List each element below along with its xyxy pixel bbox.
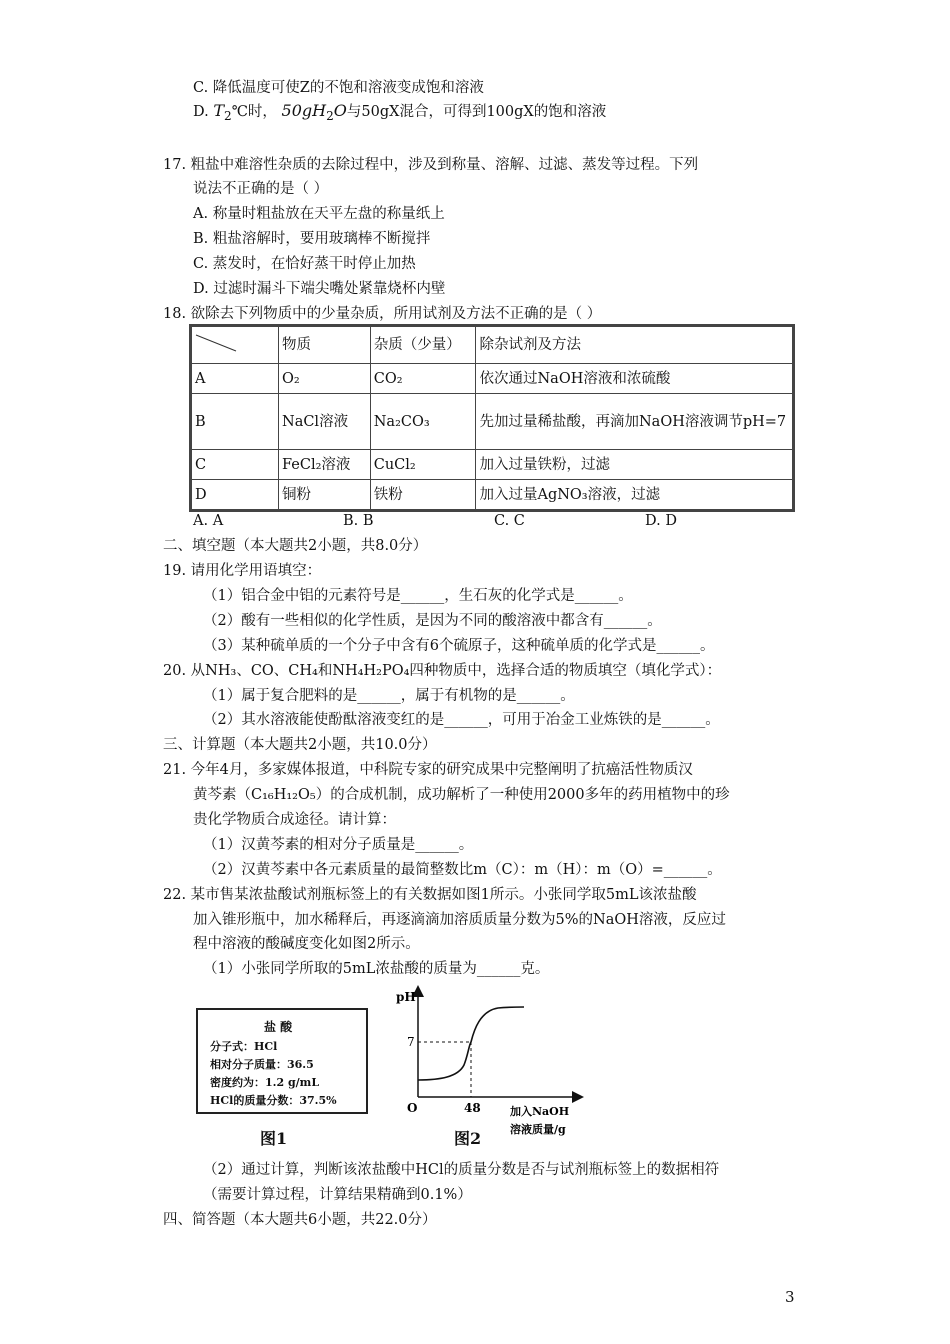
origin-label: O xyxy=(407,1101,418,1115)
label-density: 密度约为：1.2 g/mL xyxy=(210,1076,320,1089)
figure-1-caption: 图1 xyxy=(260,1129,288,1148)
q18-stem: 18. 欲除去下列物质中的少量杂质，所用试剂及方法不正确的是（ ） xyxy=(163,306,602,322)
table-header: 物质 xyxy=(279,327,371,364)
table-cell: 铁粉 xyxy=(370,480,476,510)
table-row xyxy=(192,364,793,394)
q22-sub-2-line-1: （2）通过计算，判断该浓盐酸中HCl的质量分数是否与试剂瓶标签上的数据相符 xyxy=(203,1162,720,1178)
q22-stem-1: 22. 某市售某浓盐酸试剂瓶标签上的有关数据如图1所示。小张同学取5mL该浓盐酸 xyxy=(163,887,697,903)
q17-stem-2: 说法不正确的是（ ） xyxy=(193,181,329,197)
q22-stem-3: 程中溶液的酸碱度变化如图2所示。 xyxy=(193,936,420,952)
q17-option-b: B. 粗盐溶解时，要用玻璃棒不断搅拌 xyxy=(193,231,431,247)
q16-d-unit: ℃时， xyxy=(231,104,277,120)
q16-d-rest: 与50gX混合，可得到100gX的饱和溶液 xyxy=(346,104,607,120)
table-cell: CuCl₂ xyxy=(370,450,476,480)
ph-curve-figure xyxy=(390,985,590,1145)
table-corner-cell xyxy=(192,327,279,364)
table-cell: B xyxy=(192,394,279,450)
table-cell: C xyxy=(192,450,279,480)
q20-stem: 20. 从NH₃、CO、CH₄和NH₄H₂PO₄四种物质中，选择合适的物质填空（填化学式）： xyxy=(163,663,722,679)
q16-option-c: C. 降低温度可使Z的不饱和溶液变成饱和溶液 xyxy=(193,80,484,96)
q21-sub-1: （1）汉黄芩素的相对分子质量是______。 xyxy=(203,837,474,853)
section-2-heading: 二、填空题（本大题共2小题，共8.0分） xyxy=(163,538,428,554)
q18-option-a: A. A xyxy=(193,513,224,529)
reagent-label-figure xyxy=(196,1008,368,1114)
x-axis-label-2: 溶液质量/g xyxy=(510,1123,566,1136)
q16-option-d xyxy=(193,101,606,126)
q17-option-c: C. 蒸发时，在恰好蒸干时停止加热 xyxy=(193,256,416,272)
ph-curve xyxy=(418,1007,524,1080)
table-row xyxy=(192,480,793,510)
label-mass-fraction: HCl的质量分数：37.5% xyxy=(210,1094,337,1107)
q19-sub-1: （1）铝合金中铝的元素符号是______，生石灰的化学式是______。 xyxy=(203,588,633,604)
q16-d-g: gH xyxy=(301,101,327,120)
figure-2-caption: 图2 xyxy=(454,1129,482,1148)
q19-sub-3: （3）某种硫单质的一个分子中含有6个硫原子，这种硫单质的化学式是______。 xyxy=(203,638,715,654)
table-cell: D xyxy=(192,480,279,510)
table-cell: 加入过量铁粉，过滤 xyxy=(476,450,793,480)
label-molar-mass: 相对分子质量：36.5 xyxy=(210,1058,314,1071)
table-cell: FeCl₂溶液 xyxy=(279,450,371,480)
table-header-row xyxy=(192,327,793,364)
table-cell: O₂ xyxy=(279,364,371,394)
table-cell: A xyxy=(192,364,279,394)
q21-stem-3: 贵化学物质合成途径。请计算： xyxy=(193,812,396,828)
y-axis-label: pH xyxy=(396,990,416,1004)
table-cell: 加入过量AgNO₃溶液，过滤 xyxy=(476,480,793,510)
diagonal-line-icon xyxy=(192,327,278,357)
q17-stem-1: 17. 粗盐中难溶性杂质的去除过程中，涉及到称量、溶解、过滤、蒸发等过程。下列 xyxy=(163,157,699,173)
q16-d-o: O xyxy=(333,101,347,120)
q20-sub-2: （2）其水溶液能使酚酞溶液变红的是______，可用于冶金工业炼铁的是______。 xyxy=(203,712,720,728)
label-title: 盐 酸 xyxy=(264,1020,293,1034)
table-cell: 先加过量稀盐酸，再滴加NaOH溶液调节pH=7 xyxy=(476,394,793,450)
y-tick-7: 7 xyxy=(407,1035,415,1049)
q21-stem-2: 黄芩素（C₁₆H₁₂O₅）的合成机制，成功解析了一种使用2000多年的药用植物中的珍 xyxy=(193,787,730,803)
x-tick-48: 48 xyxy=(464,1101,481,1115)
table-row xyxy=(192,394,793,450)
q21-stem-1: 21. 今年4月，多家媒体报道，中科院专家的研究成果中完整阐明了抗癌活性物质汉 xyxy=(163,762,693,778)
q17-option-a: A. 称量时粗盐放在天平左盘的称量纸上 xyxy=(193,206,445,222)
q20-sub-1: （1）属于复合肥料的是______，属于有机物的是______。 xyxy=(203,688,575,704)
table-cell: CO₂ xyxy=(370,364,476,394)
q16-d-mass: 50 xyxy=(281,101,302,120)
q16-d-prefix: D. xyxy=(193,104,209,120)
q22-sub-2-line-2: （需要计算过程，计算结果精确到0.1%） xyxy=(203,1187,472,1203)
q22-stem-2: 加入锥形瓶中，加水稀释后，再逐滴滴加溶质质量分数为5%的NaOH溶液，反应过 xyxy=(193,912,726,928)
label-formula: 分子式：HCl xyxy=(210,1040,278,1053)
q19-stem: 19. 请用化学用语填空： xyxy=(163,563,322,579)
q19-sub-2: （2）酸有一些相似的化学性质，是因为不同的酸溶液中都含有______。 xyxy=(203,613,662,629)
q18-option-c: C. C xyxy=(494,513,525,529)
q18-option-b: B. B xyxy=(343,513,374,529)
q16-d-temp: T xyxy=(213,101,224,120)
q16-d-sub: 2 xyxy=(224,108,232,123)
x-axis-label-1: 加入NaOH xyxy=(510,1105,570,1118)
page-number: 3 xyxy=(785,1288,795,1306)
table-cell: 依次通过NaOH溶液和浓硫酸 xyxy=(476,364,793,394)
section-4-heading: 四、简答题（本大题共6小题，共22.0分） xyxy=(163,1212,437,1228)
q18-table xyxy=(191,326,793,510)
table-cell: NaCl溶液 xyxy=(279,394,371,450)
q21-sub-2: （2）汉黄芩素中各元素质量的最简整数比m（C）：m（H）：m（O）=______。 xyxy=(203,862,722,878)
q16-d-h2: 2 xyxy=(326,108,334,123)
table-cell: 铜粉 xyxy=(279,480,371,510)
table-cell: Na₂CO₃ xyxy=(370,394,476,450)
table-header: 杂质（少量） xyxy=(370,327,476,364)
q18-option-d: D. D xyxy=(645,513,677,529)
table-header: 除杂试剂及方法 xyxy=(476,327,793,364)
q22-sub-1: （1）小张同学所取的5mL浓盐酸的质量为______克。 xyxy=(203,961,550,977)
table-row xyxy=(192,450,793,480)
section-3-heading: 三、计算题（本大题共2小题，共10.0分） xyxy=(163,737,437,753)
q17-option-d: D. 过滤时漏斗下端尖嘴处紧靠烧杯内壁 xyxy=(193,281,446,297)
